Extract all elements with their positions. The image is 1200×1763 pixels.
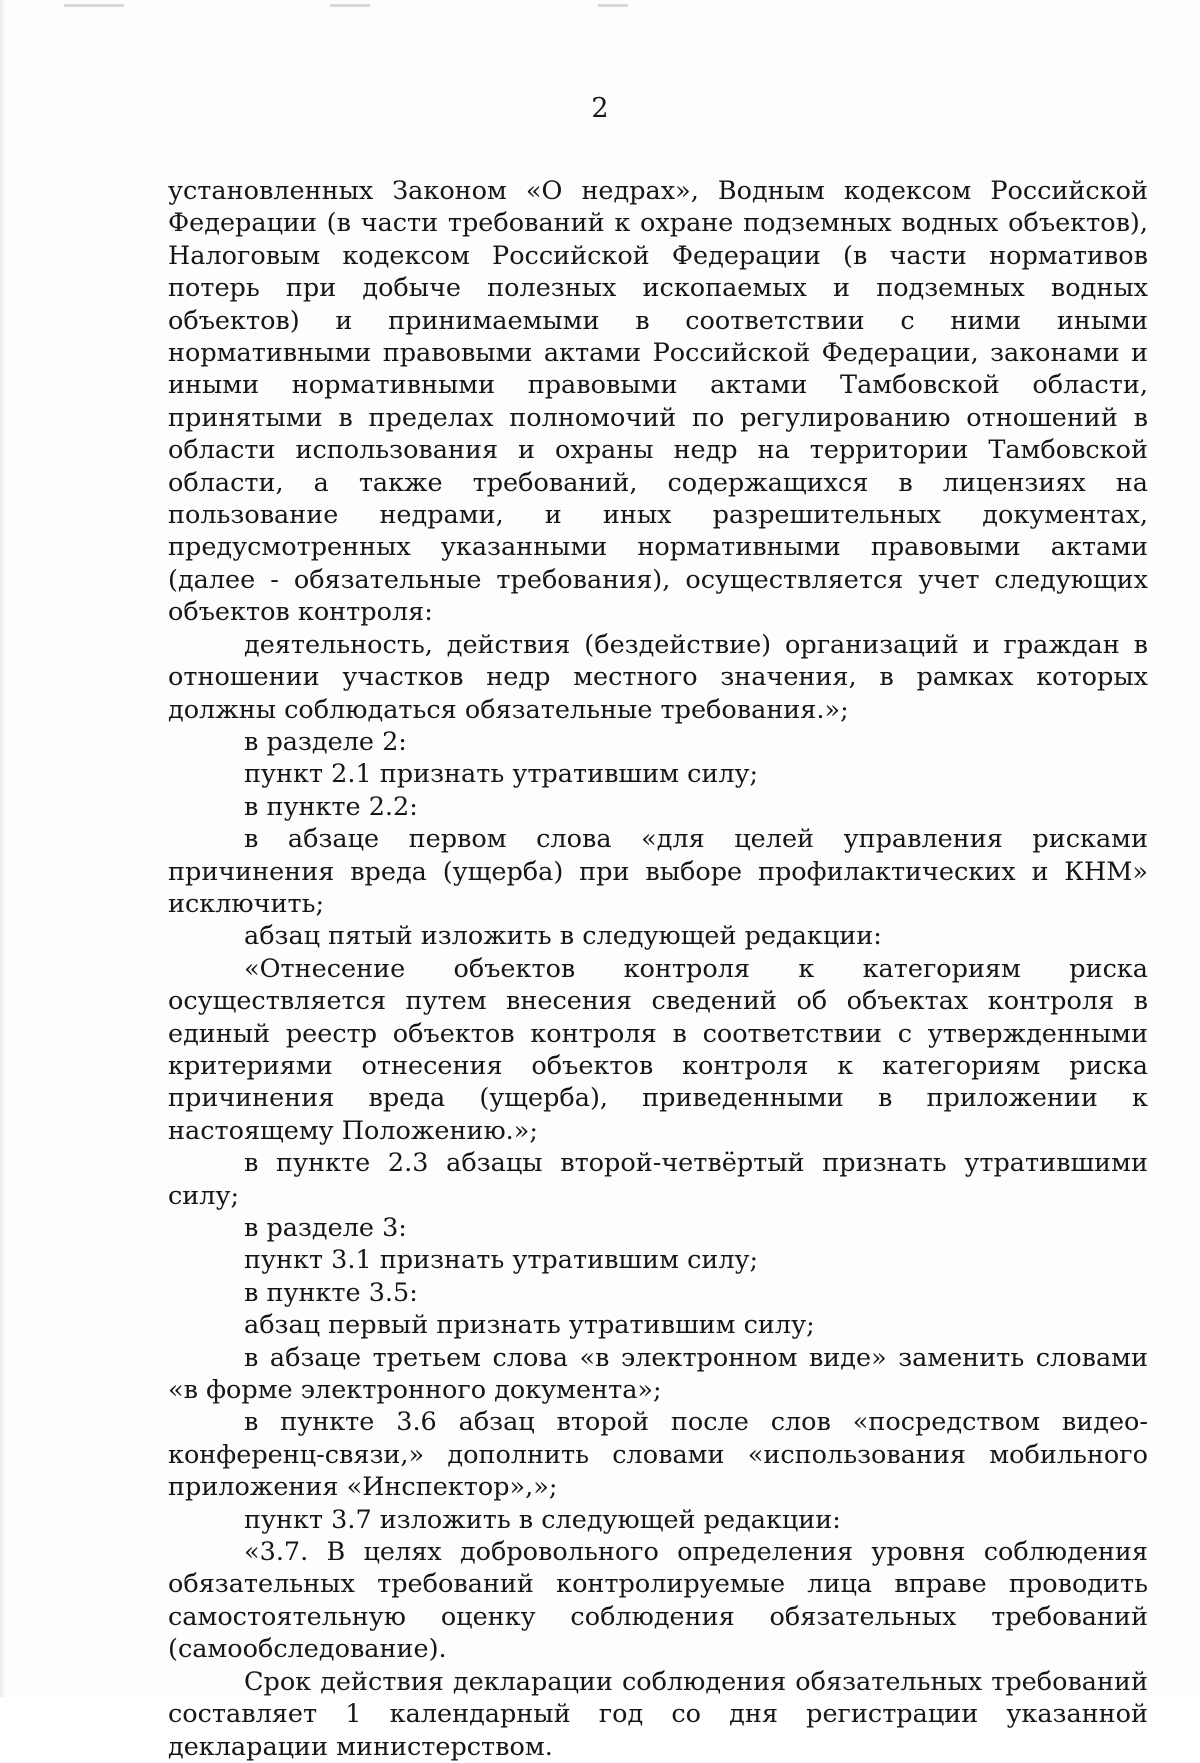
paragraph: «Отнесение объектов контроля к категориям риска осуществляется путем внесения сведений об объектах контроля в единый реестр объектов контроля в соответствии с утвержденными критериями отнесения объектов контроля к категориям риска причинения вреда (ущерба), приведенными в приложении к настоящему Положению.»; [168,953,1148,1146]
paragraph: в пункте 2.3 абзацы второй-четвёртый признать утратившими силу; [168,1148,1148,1211]
paragraph: установленных Законом «О недрах», Водным кодексом Российской Федерации (в части требований к охране подземных водных объектов), Налоговым кодексом Российской Федерации (в части нормативов потерь при добыче полезных ископаемых и подземных водных объектов) и принимаемыми в соответствии с ними иными нормативными правовыми актами Российской Федерации, законами и иными нормативными правовыми актами Тамбовской области, принятыми в пределах полномочий по регулированию отношений в области использования и охраны недр на территории Тамбовской области, а также требований, содержащихся в лицензиях на пользование недрами, и иных разрешительных документах, предусмотренных указанными нормативными правовыми актами (далее - обязательные требования), осуществляется учет следующих объектов контроля: [168,176,1148,628]
paragraph: «3.7. В целях добровольного определения уровня соблюдения обязательных требований контролируемые лица вправе проводить самостоятельную оценку соблюдения обязательных требований (самообследование). [168,1537,1148,1665]
paragraph: Срок действия декларации соблюдения обязательных требований составляет 1 календарный год со дня регистрации указанной декларации министерством. [168,1666,1148,1762]
paragraph: в пункте 3.6 абзац второй после слов «посредством видео-конференц-связи,» дополнить словами «использования мобильного приложения «Инспектор»,»; [168,1407,1148,1503]
paragraph: пункт 3.1 признать утратившим силу; [244,1245,759,1276]
paragraph: абзац пятый изложить в следующей редакции: [244,921,882,952]
paragraph: в пункте 2.2: [244,791,418,822]
page-number: 2 [591,93,609,124]
paragraph: пункт 2.1 признать утратившим силу; [244,759,759,790]
paragraph: в разделе 3: [244,1213,407,1243]
scan-artifact [330,4,370,7]
document-body [168,175,1148,1763]
paragraph: в разделе 2: [244,726,407,757]
paragraph: в пункте 3.5: [244,1277,418,1308]
paragraph: абзац первый признать утратившим силу; [244,1310,815,1341]
paragraph: в абзаце первом слова «для целей управления рисками причинения вреда (ущерба) при выборе профилактических и КНМ» исключить; [168,824,1148,919]
paragraph: в абзаце третьем слова «в электронном виде» заменить словами «в форме электронного документа»; [168,1342,1148,1406]
paragraph: пункт 3.7 изложить в следующей редакции: [244,1504,841,1535]
scan-artifact [64,4,124,7]
paragraph: деятельность, действия (бездействие) организаций и граждан в отношении участков недр местного значения, в рамках которых должны соблюдаться обязательные требования.»; [168,629,1148,725]
scan-edge-shadow [0,0,6,1697]
scan-artifact [598,4,628,7]
